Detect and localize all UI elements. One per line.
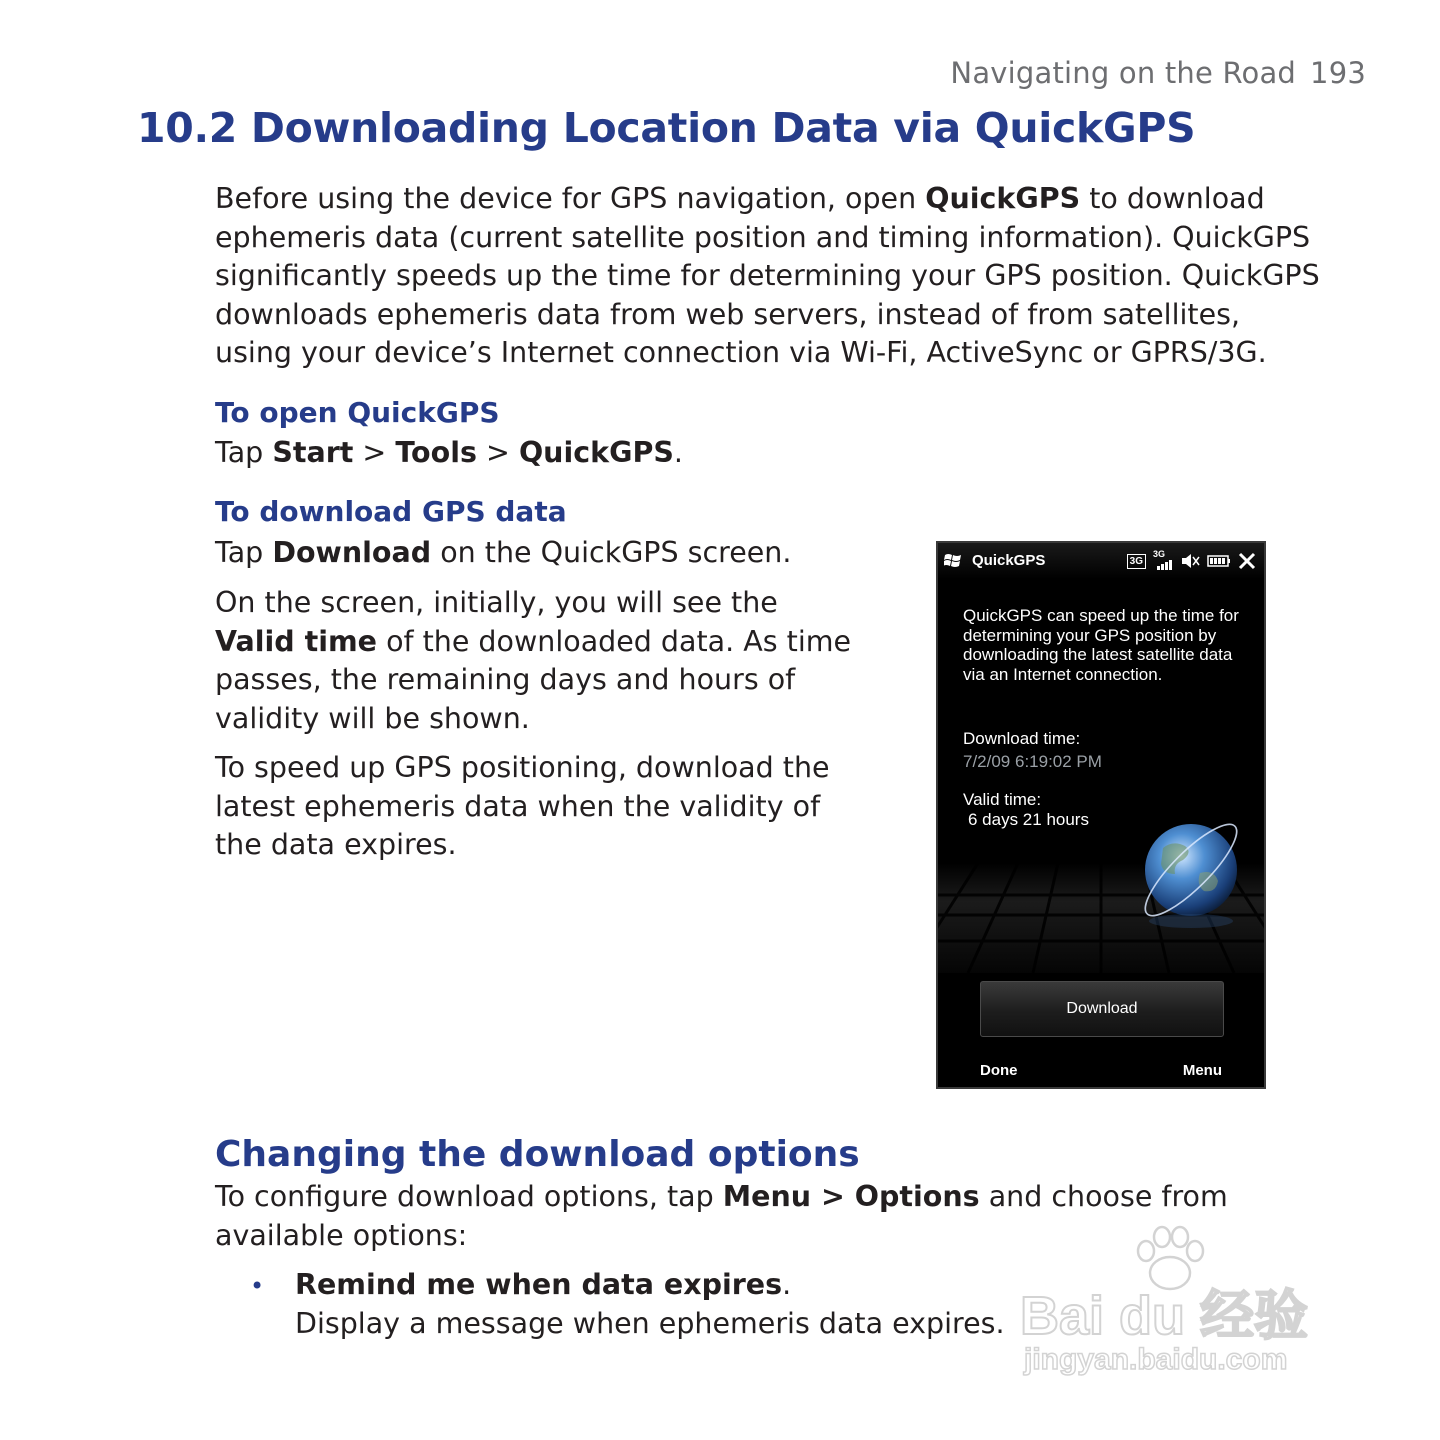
options-text-1: To configure download options, tap bbox=[215, 1180, 723, 1213]
valid-text-1: On the screen, initially, you will see the bbox=[215, 586, 778, 619]
valid-time-label: Valid time: bbox=[963, 790, 1042, 809]
battery-icon[interactable] bbox=[1207, 554, 1231, 568]
speaker-muted-icon[interactable] bbox=[1180, 552, 1200, 570]
running-header bbox=[950, 56, 1366, 90]
options-text-2: and choose from available options: bbox=[215, 1180, 1228, 1252]
watermark-brand: Bai du 经验 bbox=[1020, 1286, 1309, 1346]
running-header-section: Navigating on the Road bbox=[950, 56, 1297, 90]
intro-text-2: to download ephemeris data (current satellite position and timing information). QuickGPS significantly speeds up the time for determining your GPS position. QuickGPS downloads ephemeris data from web servers, instead of from satellites, using your device’s Internet connection via Wi-Fi, ActiveSync or GPRS/3G. bbox=[215, 182, 1320, 370]
valid-time-bold: Valid time bbox=[215, 624, 378, 658]
download-line-text-1: Tap bbox=[215, 536, 273, 569]
menu-softkey[interactable]: Menu bbox=[1182, 1062, 1222, 1079]
intro-paragraph bbox=[215, 180, 1325, 373]
intro-text-1: Before using the device for GPS navigation, open bbox=[215, 182, 926, 215]
options-heading: Changing the download options bbox=[215, 1134, 860, 1175]
download-line bbox=[215, 534, 791, 573]
step-end: . bbox=[673, 436, 683, 469]
step-text-1: Tap bbox=[215, 436, 273, 469]
page-number: 193 bbox=[1310, 56, 1366, 90]
valid-text-2: of the downloaded data. As time passes, the remaining days and hours of validity will be shown. bbox=[215, 624, 852, 735]
section-title: 10.2 Downloading Location Data via QuickGPS bbox=[137, 104, 1196, 152]
option-item-title-end: . bbox=[782, 1268, 792, 1301]
status-bar bbox=[938, 543, 1264, 579]
intro-bold-quickgps: QuickGPS bbox=[925, 182, 1081, 215]
step-sep-1: > bbox=[353, 436, 396, 469]
close-icon[interactable] bbox=[1238, 552, 1256, 570]
step-quickgps: QuickGPS bbox=[518, 436, 674, 469]
option-item-title: Remind me when data expires bbox=[295, 1268, 783, 1301]
valid-time-paragraph bbox=[215, 584, 855, 738]
quickgps-screenshot bbox=[936, 541, 1266, 1089]
option-item bbox=[295, 1266, 1005, 1343]
step-start: Start bbox=[272, 436, 354, 469]
3g-data-icon: 3G bbox=[1127, 554, 1146, 569]
signal-strength-icon bbox=[1153, 550, 1173, 572]
option-item-desc: Display a message when ephemeris data expires. bbox=[295, 1306, 1005, 1340]
signal-3g-label: 3G bbox=[1153, 549, 1166, 559]
download-button[interactable]: Download bbox=[980, 981, 1224, 1037]
step-sep-2: > bbox=[476, 436, 519, 469]
valid-time-value: 6 days 21 hours bbox=[968, 810, 1089, 829]
download-time-label: Download time: bbox=[963, 729, 1081, 748]
baidu-watermark bbox=[1020, 1225, 1360, 1395]
watermark-url: jingyan.baidu.com bbox=[1024, 1343, 1288, 1376]
open-quickgps-steps bbox=[215, 434, 683, 473]
download-line-text-2: on the QuickGPS screen. bbox=[431, 536, 792, 569]
download-gps-heading: To download GPS data bbox=[215, 495, 567, 528]
download-line-bold: Download bbox=[272, 536, 432, 569]
app-title: QuickGPS bbox=[972, 552, 1046, 569]
options-bold-menu: Menu > Options bbox=[722, 1180, 980, 1213]
speed-up-paragraph: To speed up GPS positioning, download the latest ephemeris data when the validity of the data expires. bbox=[215, 751, 830, 862]
bullet-marker: • bbox=[250, 1272, 265, 1300]
step-tools: Tools bbox=[395, 436, 477, 469]
windows-start-icon[interactable] bbox=[944, 552, 962, 570]
quickgps-description: QuickGPS can speed up the time for determining your GPS position by downloading the latest satellite data via an Internet connection. bbox=[963, 606, 1239, 684]
open-quickgps-heading: To open QuickGPS bbox=[215, 396, 500, 429]
done-softkey[interactable]: Done bbox=[980, 1062, 1018, 1079]
download-time-value: 7/2/09 6:19:02 PM bbox=[963, 752, 1102, 771]
